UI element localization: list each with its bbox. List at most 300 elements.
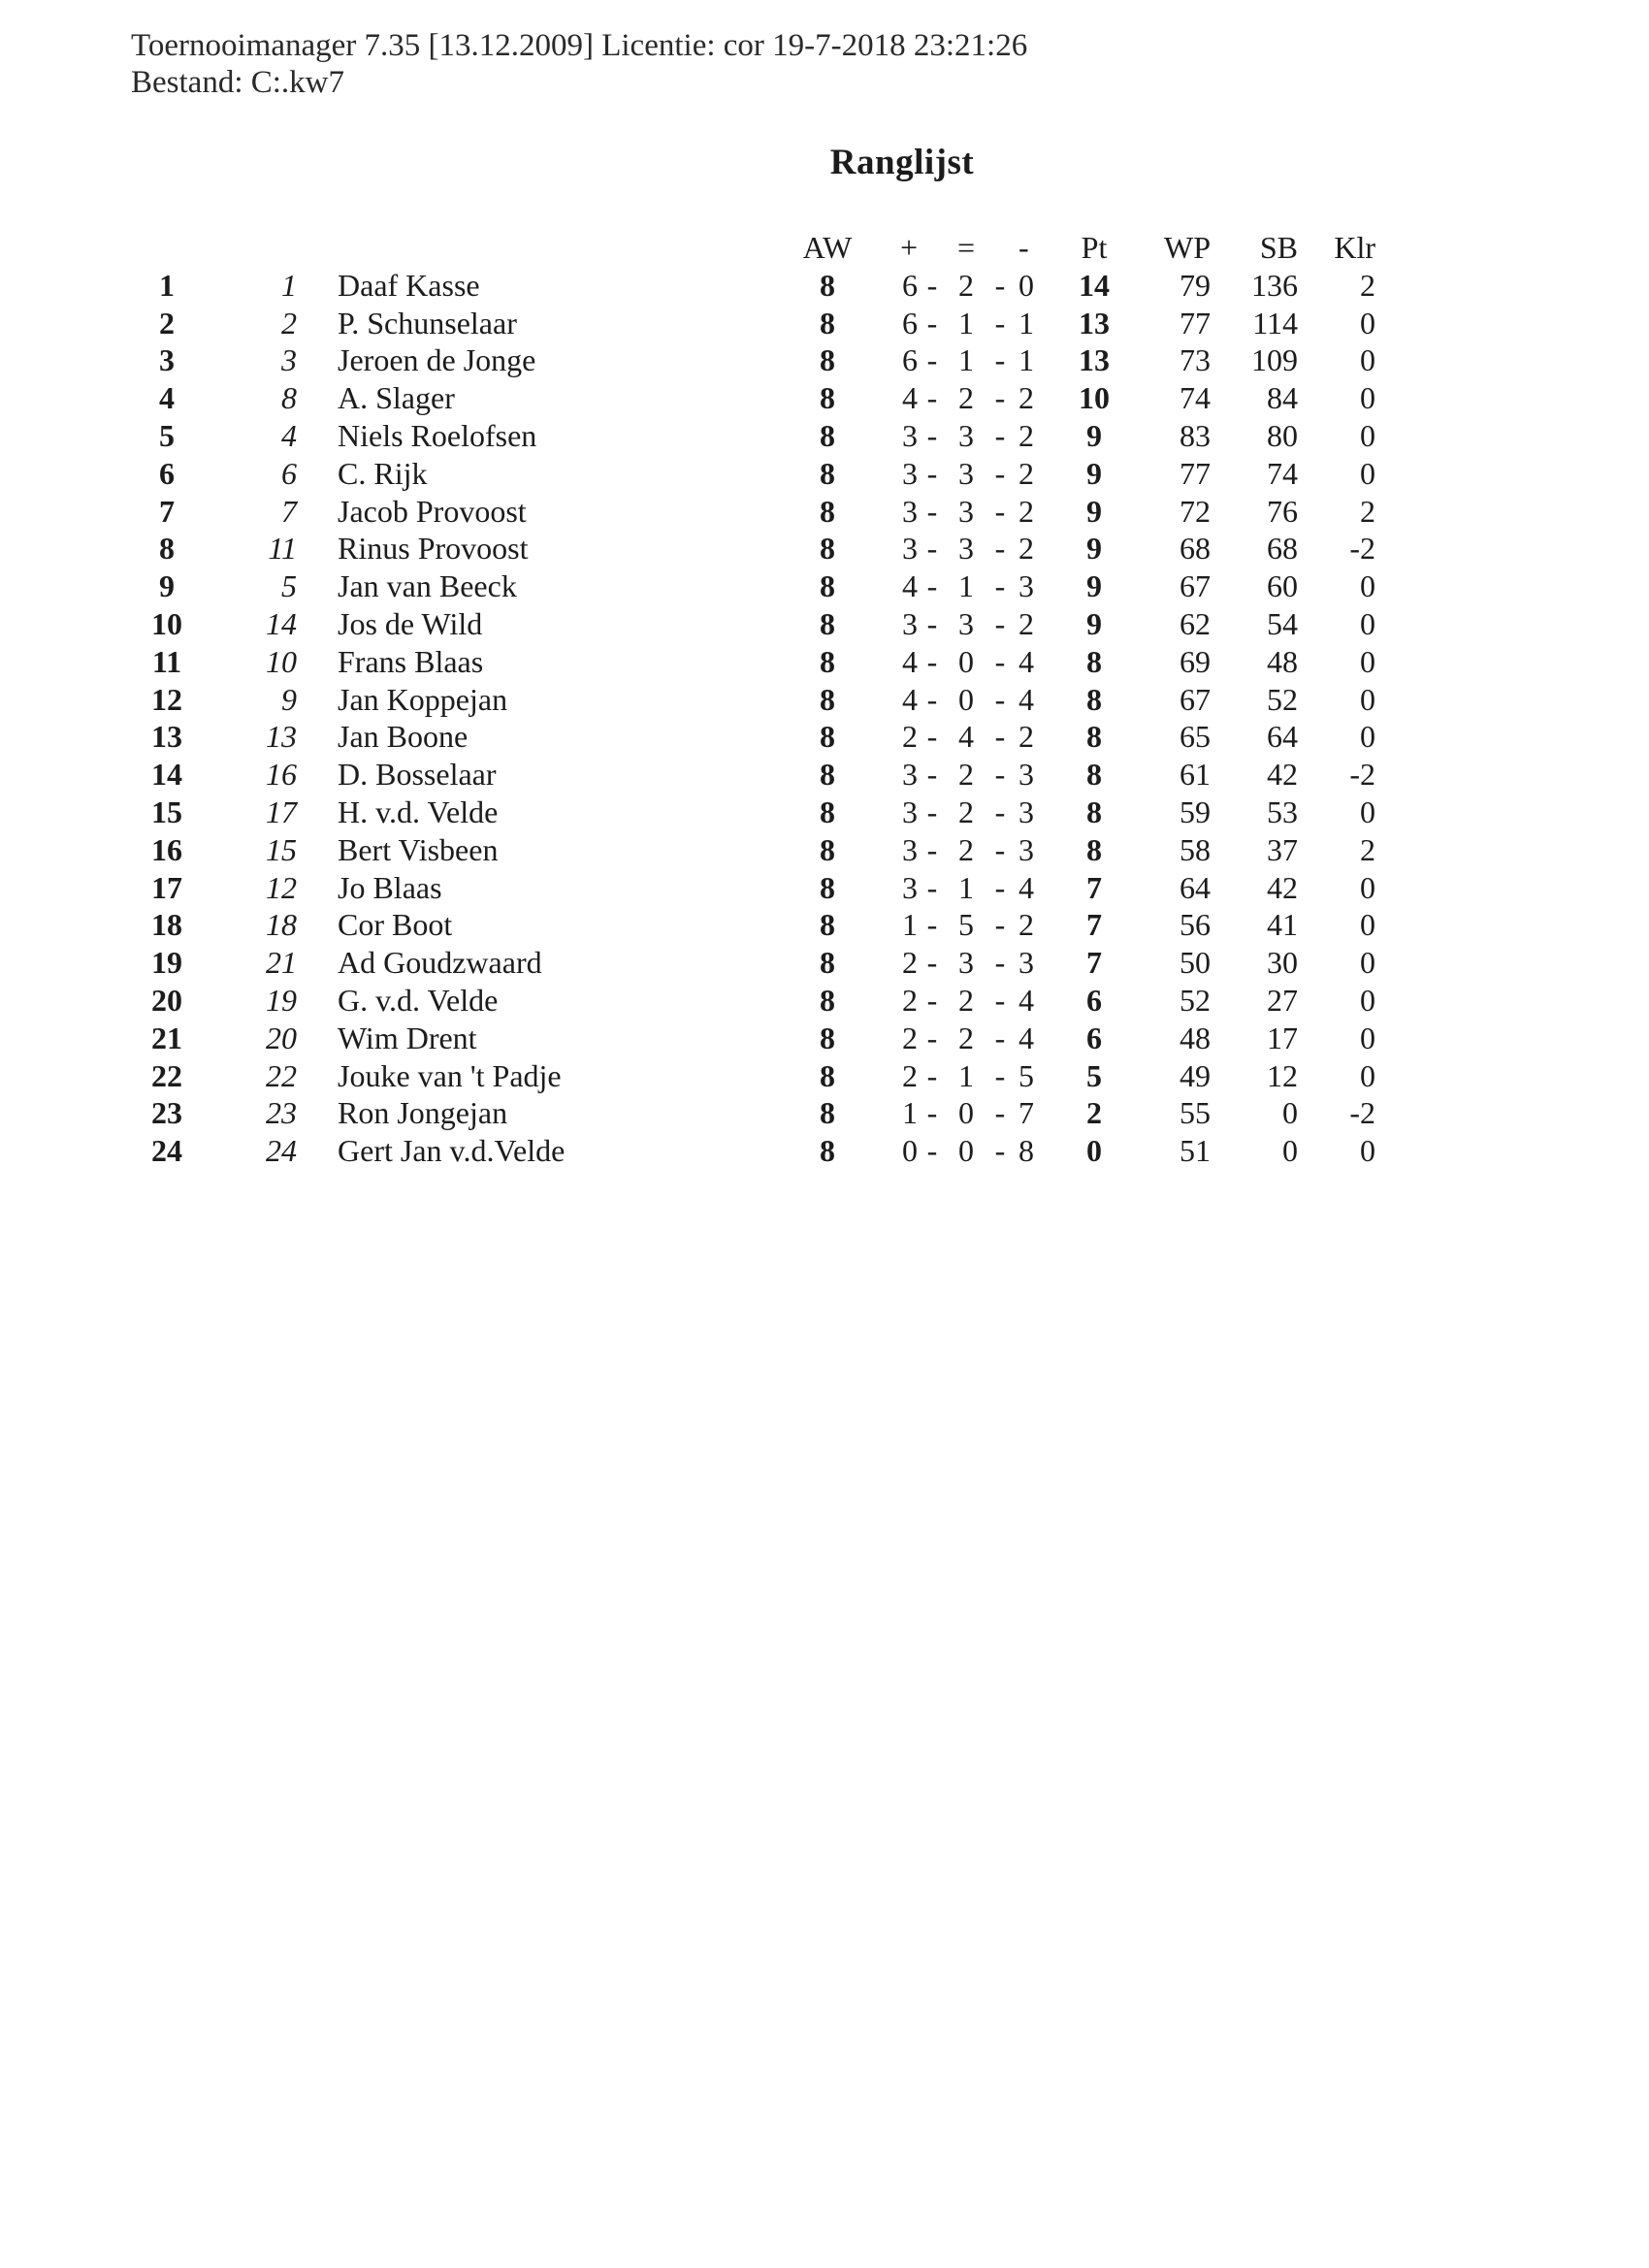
header-sep [986,229,1015,267]
losses-cell: 0 [1018,267,1034,303]
player-name-cell: Cor Boot [338,907,453,943]
games-played-cell: 8 [820,417,835,453]
rank-cell: 18 [151,907,182,943]
wins-cell: 3 [902,869,918,905]
points-cell: 9 [1086,455,1102,491]
player-name-cell: Rinus Provoost [338,531,529,567]
points-cell: 9 [1086,493,1102,529]
games-played-cell: 8 [820,342,835,378]
rank-cell: 5 [159,417,175,453]
start-number-cell: 21 [266,945,297,981]
separator-cell: - [994,831,1006,867]
separator-cell: - [926,568,938,604]
wp-cell: 51 [1180,1133,1211,1169]
separator-cell: - [926,982,938,1018]
klr-cell: 0 [1360,794,1375,829]
header-sep [918,229,947,267]
player-name-cell: Jeroen de Jonge [338,342,536,378]
losses-cell: 2 [1018,605,1034,641]
separator-cell: - [994,568,1006,604]
wins-cell: 2 [902,945,918,981]
table-row [144,982,1375,1020]
draws-cell: 3 [958,945,974,981]
draws-cell: 1 [958,1057,974,1093]
player-name-cell: Niels Roelofsen [338,417,537,453]
rank-cell: 22 [151,1057,182,1093]
player-name-cell: Bert Visbeen [338,831,499,867]
player-name-cell: A. Slager [338,380,455,416]
draws-cell: 2 [958,982,974,1018]
wp-cell: 83 [1180,417,1211,453]
player-name-cell: Wim Drent [338,1020,477,1055]
draws-cell: 2 [958,794,974,829]
wins-cell: 3 [902,794,918,829]
player-name-cell: D. Bosselaar [338,757,497,793]
rank-cell: 2 [159,305,175,340]
player-name-cell: Jouke van 't Padje [338,1057,562,1093]
points-cell: 8 [1086,794,1102,829]
games-played-cell: 8 [820,568,835,604]
start-number-cell: 19 [266,982,297,1018]
sb-cell: 64 [1267,719,1298,755]
separator-cell: - [926,681,938,717]
klr-cell: -2 [1349,1095,1375,1131]
draws-cell: 1 [958,342,974,378]
table-row [144,417,1375,455]
table-row [144,944,1375,982]
start-number-cell: 13 [266,719,297,755]
draws-cell: 2 [958,1020,974,1055]
points-cell: 7 [1086,869,1102,905]
separator-cell: - [994,982,1006,1018]
points-cell: 8 [1086,643,1102,679]
wins-cell: 4 [902,643,918,679]
separator-cell: - [926,945,938,981]
losses-cell: 5 [1018,1057,1034,1093]
start-number-cell: 11 [268,531,297,567]
draws-cell: 1 [958,305,974,340]
draws-cell: 2 [958,380,974,416]
losses-cell: 2 [1018,455,1034,491]
sb-cell: 74 [1267,455,1298,491]
wp-cell: 72 [1180,493,1211,529]
table-row [144,605,1375,643]
draws-cell: 5 [958,907,974,943]
header-wp: WP [1164,230,1211,265]
klr-cell: 0 [1360,417,1375,453]
rank-cell: 13 [151,719,182,755]
separator-cell: - [994,305,1006,340]
table-row [144,267,1375,305]
rank-cell: 11 [151,643,182,679]
points-cell: 9 [1086,531,1102,567]
losses-cell: 3 [1018,831,1034,867]
games-played-cell: 8 [820,1095,835,1131]
draws-cell: 0 [958,1133,974,1169]
separator-cell: - [926,1095,938,1131]
rank-cell: 7 [159,493,175,529]
table-row [144,906,1375,944]
games-played-cell: 8 [820,681,835,717]
separator-cell: - [994,342,1006,378]
table-row [144,379,1375,417]
draws-cell: 3 [958,455,974,491]
klr-cell: 0 [1360,982,1375,1018]
separator-cell: - [994,1020,1006,1055]
sb-cell: 27 [1267,982,1298,1018]
points-cell: 5 [1086,1057,1102,1093]
table-header-row [144,229,1375,267]
player-name-cell: Daaf Kasse [338,267,480,303]
points-cell: 6 [1086,982,1102,1018]
start-number-cell: 4 [281,417,297,453]
sb-cell: 42 [1267,869,1298,905]
draws-cell: 2 [958,757,974,793]
separator-cell: - [926,757,938,793]
table-row [144,567,1375,605]
table-row [144,869,1375,907]
separator-cell: - [994,643,1006,679]
games-played-cell: 8 [820,757,835,793]
rank-cell: 23 [151,1095,182,1131]
table-row [144,681,1375,719]
separator-cell: - [994,417,1006,453]
klr-cell: 2 [1360,267,1375,303]
wp-cell: 61 [1180,757,1211,793]
points-cell: 7 [1086,945,1102,981]
start-number-cell: 24 [266,1133,297,1169]
start-number-cell: 17 [266,794,297,829]
wp-cell: 67 [1180,681,1211,717]
sb-cell: 42 [1267,757,1298,793]
points-cell: 8 [1086,719,1102,755]
table-row [144,643,1375,681]
separator-cell: - [926,380,938,416]
points-cell: 8 [1086,831,1102,867]
points-cell: 14 [1079,267,1110,303]
table-row [144,305,1375,342]
wins-cell: 4 [902,380,918,416]
separator-cell: - [994,1133,1006,1169]
rank-cell: 3 [159,342,175,378]
klr-cell: 0 [1360,869,1375,905]
table-row [144,1094,1375,1132]
losses-cell: 1 [1018,342,1034,378]
points-cell: 0 [1086,1133,1102,1169]
losses-cell: 2 [1018,417,1034,453]
separator-cell: - [926,869,938,905]
klr-cell: -2 [1349,757,1375,793]
wins-cell: 3 [902,455,918,491]
table-row [144,1020,1375,1057]
wins-cell: 2 [902,982,918,1018]
header-wins: + [899,230,918,265]
losses-cell: 2 [1018,380,1034,416]
header-pt: Pt [1081,230,1108,265]
sb-cell: 0 [1282,1095,1298,1131]
separator-cell: - [994,681,1006,717]
sb-cell: 0 [1282,1133,1298,1169]
games-played-cell: 8 [820,455,835,491]
klr-cell: 2 [1360,493,1375,529]
points-cell: 6 [1086,1020,1102,1055]
losses-cell: 2 [1018,907,1034,943]
separator-cell: - [926,305,938,340]
wins-cell: 3 [902,531,918,567]
wins-cell: 3 [902,417,918,453]
points-cell: 9 [1086,605,1102,641]
software-license-line: Toernooimanager 7.35 [13.12.2009] Licentie: cor 19-7-2018 23:21:26 [131,28,1028,63]
losses-cell: 4 [1018,681,1034,717]
player-name-cell: Jan Boone [338,719,469,755]
losses-cell: 8 [1018,1133,1034,1169]
player-name-cell: C. Rijk [338,455,428,491]
start-number-cell: 1 [281,267,297,303]
separator-cell: - [994,493,1006,529]
separator-cell: - [994,1057,1006,1093]
losses-cell: 2 [1018,531,1034,567]
sb-cell: 54 [1267,605,1298,641]
draws-cell: 1 [958,869,974,905]
table-row [144,756,1375,794]
games-played-cell: 8 [820,982,835,1018]
separator-cell: - [994,531,1006,567]
wins-cell: 2 [902,1057,918,1093]
wp-cell: 56 [1180,907,1211,943]
klr-cell: 0 [1360,1020,1375,1055]
klr-cell: 0 [1360,342,1375,378]
klr-cell: 0 [1360,945,1375,981]
points-cell: 10 [1079,380,1110,416]
wp-cell: 55 [1180,1095,1211,1131]
sb-cell: 109 [1251,342,1298,378]
header-draws: = [956,230,976,265]
draws-cell: 1 [958,568,974,604]
separator-cell: - [994,757,1006,793]
points-cell: 2 [1086,1095,1102,1131]
wp-cell: 50 [1180,945,1211,981]
points-cell: 9 [1086,568,1102,604]
games-played-cell: 8 [820,831,835,867]
losses-cell: 3 [1018,945,1034,981]
separator-cell: - [926,455,938,491]
rank-cell: 4 [159,380,175,416]
rank-cell: 8 [159,531,175,567]
sb-cell: 48 [1267,643,1298,679]
wins-cell: 6 [902,267,918,303]
table-row [144,341,1375,379]
separator-cell: - [994,794,1006,829]
draws-cell: 0 [958,681,974,717]
header-klr: Klr [1334,230,1375,265]
separator-cell: - [926,831,938,867]
separator-cell: - [926,605,938,641]
rank-cell: 6 [159,455,175,491]
draws-cell: 3 [958,493,974,529]
separator-cell: - [926,1057,938,1093]
draws-cell: 3 [958,605,974,641]
header-start [190,229,297,267]
games-played-cell: 8 [820,907,835,943]
start-number-cell: 6 [281,455,297,491]
player-name-cell: G. v.d. Velde [338,982,499,1018]
klr-cell: 0 [1360,1057,1375,1093]
wp-cell: 69 [1180,643,1211,679]
wins-cell: 4 [902,568,918,604]
start-number-cell: 20 [266,1020,297,1055]
wins-cell: 4 [902,681,918,717]
player-name-cell: Jo Blaas [338,869,442,905]
wins-cell: 3 [902,605,918,641]
page-title: Ranglijst [829,143,975,182]
separator-cell: - [994,869,1006,905]
separator-cell: - [926,1133,938,1169]
draws-cell: 0 [958,643,974,679]
separator-cell: - [926,342,938,378]
table-row [144,718,1375,756]
sb-cell: 52 [1267,681,1298,717]
rank-cell: 14 [151,757,182,793]
draws-cell: 4 [958,719,974,755]
player-name-cell: Ad Goudzwaard [338,945,542,981]
separator-cell: - [994,455,1006,491]
losses-cell: 4 [1018,1020,1034,1055]
klr-cell: 0 [1360,455,1375,491]
start-number-cell: 12 [266,869,297,905]
start-number-cell: 8 [281,380,297,416]
rank-cell: 19 [151,945,182,981]
klr-cell: 0 [1360,719,1375,755]
klr-cell: 0 [1360,1133,1375,1169]
start-number-cell: 22 [266,1057,297,1093]
player-name-cell: Jacob Provoost [338,493,527,529]
wins-cell: 1 [902,907,918,943]
sb-cell: 76 [1267,493,1298,529]
table-row [144,794,1375,831]
klr-cell: 0 [1360,907,1375,943]
standings-table [144,229,1375,1170]
rank-cell: 10 [151,605,182,641]
table-row [144,530,1375,567]
wp-cell: 59 [1180,794,1211,829]
player-name-cell: Ron Jongejan [338,1095,508,1131]
points-cell: 7 [1086,907,1102,943]
start-number-cell: 10 [266,643,297,679]
games-played-cell: 8 [820,493,835,529]
games-played-cell: 8 [820,794,835,829]
start-number-cell: 14 [266,605,297,641]
sb-cell: 17 [1267,1020,1298,1055]
wp-cell: 58 [1180,831,1211,867]
header-sb: SB [1259,230,1298,265]
wins-cell: 3 [902,757,918,793]
klr-cell: -2 [1349,531,1375,567]
klr-cell: 0 [1360,681,1375,717]
losses-cell: 2 [1018,719,1034,755]
rank-cell: 15 [151,794,182,829]
wp-cell: 77 [1180,305,1211,340]
rank-cell: 20 [151,982,182,1018]
separator-cell: - [926,1020,938,1055]
standings-body [144,267,1375,1170]
losses-cell: 4 [1018,869,1034,905]
table-row [144,493,1375,531]
wins-cell: 3 [902,493,918,529]
header-aw: AW [802,230,853,265]
table-row [144,1057,1375,1095]
sb-cell: 136 [1251,267,1298,303]
sb-cell: 84 [1267,380,1298,416]
klr-cell: 0 [1360,305,1375,340]
points-cell: 8 [1086,681,1102,717]
wins-cell: 6 [902,342,918,378]
table-row [144,1132,1375,1170]
sb-cell: 30 [1267,945,1298,981]
player-name-cell: P. Schunselaar [338,305,517,340]
player-name-cell: Jan van Beeck [338,568,517,604]
start-number-cell: 5 [281,568,297,604]
draws-cell: 2 [958,831,974,867]
losses-cell: 1 [1018,305,1034,340]
klr-cell: 0 [1360,643,1375,679]
games-played-cell: 8 [820,380,835,416]
separator-cell: - [926,719,938,755]
rank-cell: 17 [151,869,182,905]
header-rank [144,229,190,267]
wins-cell: 0 [902,1133,918,1169]
wp-cell: 49 [1180,1057,1211,1093]
wp-cell: 68 [1180,531,1211,567]
klr-cell: 0 [1360,605,1375,641]
losses-cell: 4 [1018,982,1034,1018]
wins-cell: 3 [902,831,918,867]
games-played-cell: 8 [820,945,835,981]
games-played-cell: 8 [820,1020,835,1055]
separator-cell: - [926,493,938,529]
klr-cell: 2 [1360,831,1375,867]
losses-cell: 3 [1018,757,1034,793]
player-name-cell: Jos de Wild [338,605,483,641]
games-played-cell: 8 [820,267,835,303]
sb-cell: 80 [1267,417,1298,453]
points-cell: 8 [1086,757,1102,793]
separator-cell: - [926,531,938,567]
start-number-cell: 16 [266,757,297,793]
losses-cell: 3 [1018,568,1034,604]
file-line: Bestand: C:.kw7 [131,65,344,100]
points-cell: 13 [1079,305,1110,340]
games-played-cell: 8 [820,305,835,340]
separator-cell: - [994,605,1006,641]
rank-cell: 16 [151,831,182,867]
table-row [144,831,1375,869]
player-name-cell: Frans Blaas [338,643,484,679]
draws-cell: 2 [958,267,974,303]
separator-cell: - [994,380,1006,416]
games-played-cell: 8 [820,643,835,679]
games-played-cell: 8 [820,605,835,641]
rank-cell: 24 [151,1133,182,1169]
header-losses: - [1018,230,1029,265]
sb-cell: 114 [1252,305,1298,340]
wins-cell: 1 [902,1095,918,1131]
losses-cell: 4 [1018,643,1034,679]
separator-cell: - [994,1095,1006,1131]
sb-cell: 68 [1267,531,1298,567]
points-cell: 13 [1079,342,1110,378]
header-name [297,229,793,267]
separator-cell: - [926,417,938,453]
